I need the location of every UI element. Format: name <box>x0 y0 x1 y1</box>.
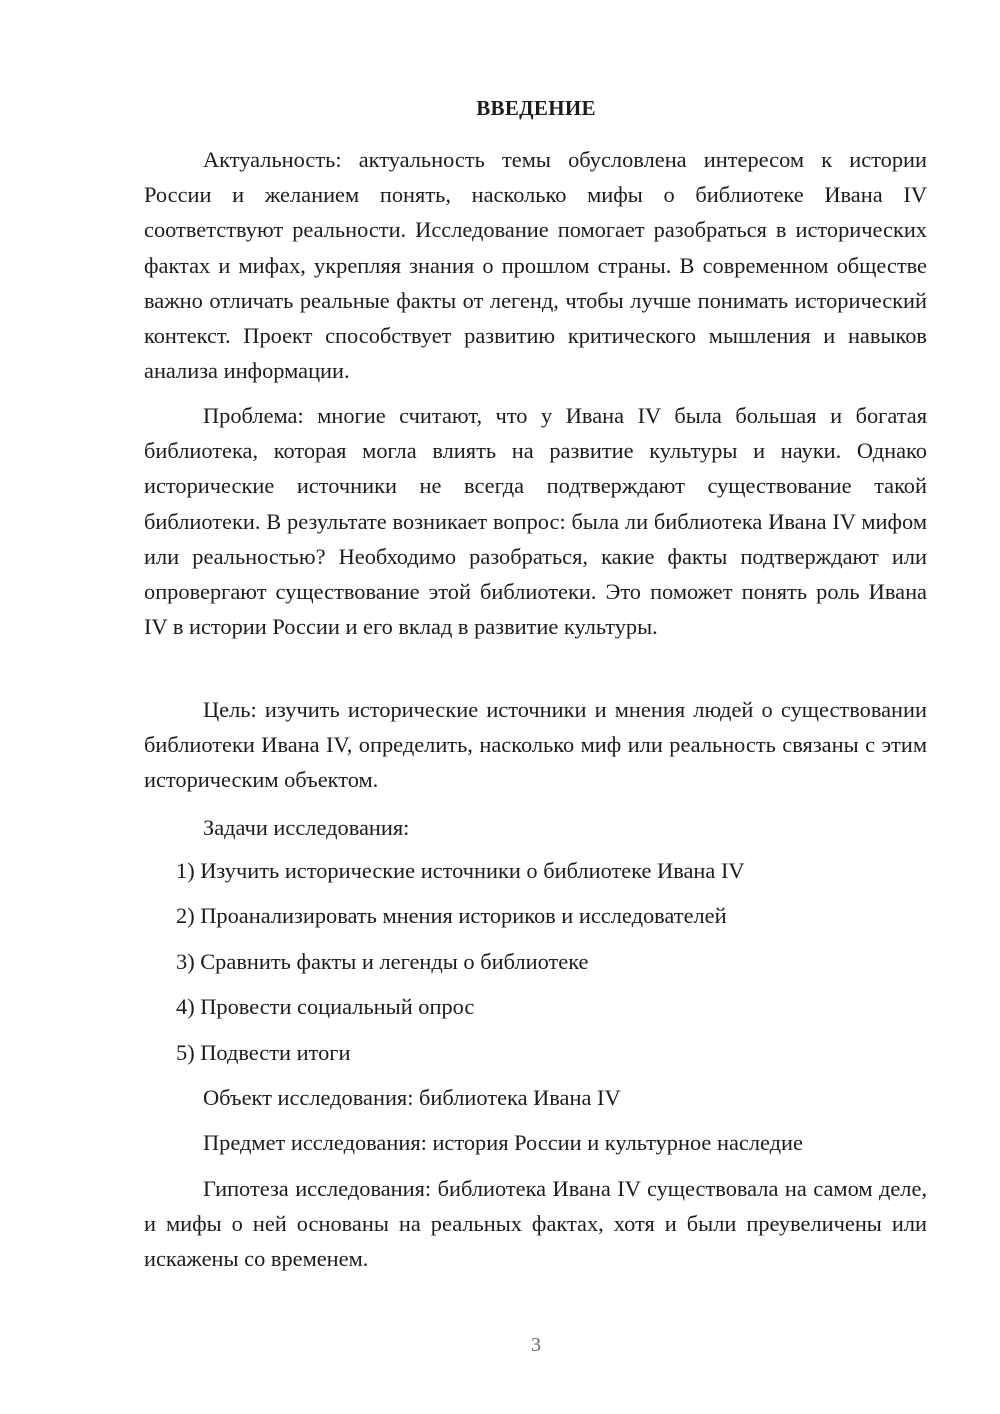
task-item-2: 2) Проанализировать мнения историков и исследователей <box>176 903 727 928</box>
task-item-3: 3) Сравнить факты и легенды о библиотеке <box>176 949 589 974</box>
task-item-4: 4) Провести социальный опрос <box>176 994 475 1019</box>
research-subject: Предмет исследования: история России и культурное наследие <box>203 1130 803 1155</box>
research-object: Объект исследования: библиотека Ивана IV <box>203 1085 621 1110</box>
goal-paragraph: Цель: изучить исторические источники и мнения людей о существовании библиотеки Ивана IV, определить, насколько миф или реальность связаны с этим историческим объектом. <box>144 697 927 793</box>
hypothesis-paragraph: Гипотеза исследования: библиотека Ивана IV существовала на самом деле, и мифы о ней основаны на реальных фактах, хотя и были преувеличены или искажены со временем. <box>144 1176 927 1272</box>
task-item-1: 1) Изучить исторические источники о библиотеке Ивана IV <box>176 858 745 883</box>
relevance-paragraph: Актуальность: актуальность темы обусловлена интересом к истории России и желанием понять, насколько мифы о библиотеке Ивана IV соответствуют реальности. Исследование помогает разобраться в исторических фактах и мифах, укрепляя знания о прошлом страны. В современном обществе важно отличать реальные факты от легенд, чтобы лучше понимать исторический контекст. Проект способствует развитию критического мышления и навыков анализа информации. <box>144 147 927 384</box>
tasks-heading: Задачи исследования: <box>203 815 410 840</box>
problem-paragraph: Проблема: многие считают, что у Ивана IV была большая и богатая библиотека, которая могла влиять на развитие культуры и науки. Однако исторические источники не всегда подтверждают существование такой библиотеки. В результате возникает вопрос: была ли библиотека Ивана IV мифом или реальностью? Необходимо разобраться, какие факты подтверждают или опровергают существование этой библиотеки. Это поможет понять роль Ивана IV в истории России и его вклад в развитие культуры. <box>144 403 927 640</box>
task-item-5: 5) Подвести итоги <box>176 1040 351 1065</box>
page-title: ВВЕДЕНИЕ <box>476 96 596 120</box>
page-number: 3 <box>531 1334 541 1356</box>
